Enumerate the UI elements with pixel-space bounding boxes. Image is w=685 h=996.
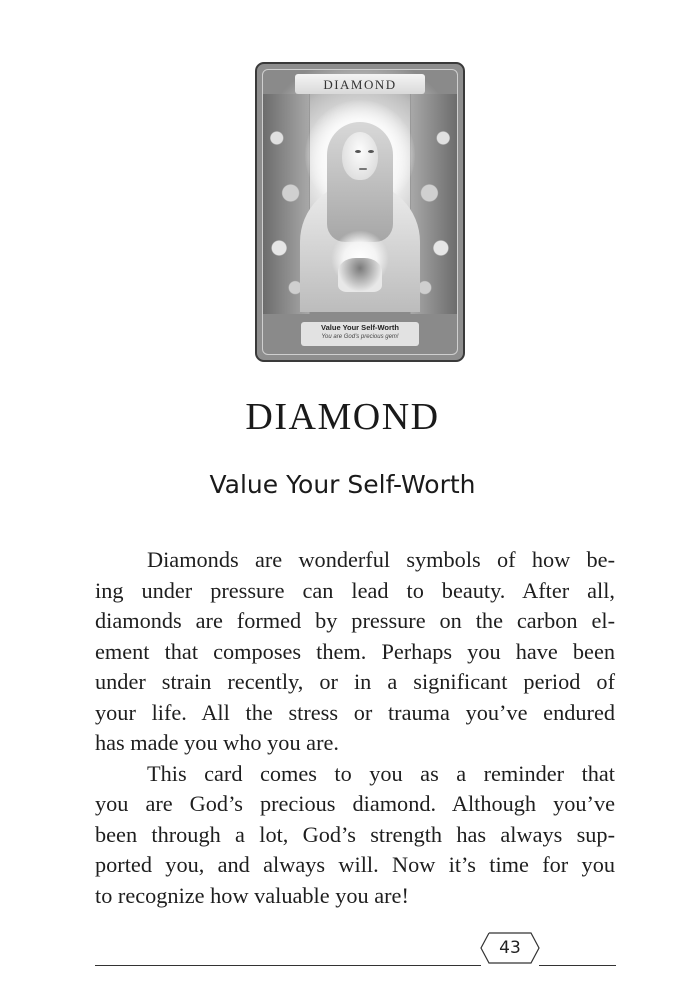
card-caption — [263, 323, 457, 342]
paragraph-2-line-1: This card comes to you as a reminder that — [147, 760, 615, 786]
paragraph-1-line-4: ement that composes them. Perhaps you have been — [95, 638, 615, 664]
footer-rule-left — [95, 965, 481, 966]
body-text — [95, 545, 615, 911]
footer-rule-right — [539, 965, 616, 966]
page-number: 43 — [499, 938, 521, 958]
card-figure-eye-left — [355, 150, 361, 153]
paragraph-2-line-5: to recognize how valuable you are! — [95, 882, 409, 908]
paragraph-1-line-2: ing under pressure can lead to beauty. After all, — [95, 577, 615, 603]
paragraph-1-line-1: Diamonds are wonderful symbols of how be- — [147, 547, 615, 572]
card-title: DIAMOND — [323, 77, 397, 92]
paragraph-2-line-2: you are God’s precious diamond. Although you’ve — [95, 791, 615, 816]
page-subtitle: Value Your Self-Worth — [209, 470, 476, 499]
card-figure-mouth — [359, 168, 367, 170]
card-title-band — [295, 74, 425, 94]
oracle-card-image — [255, 62, 465, 362]
card-artwork — [262, 69, 458, 355]
card-caption-subtitle: You are God's precious gem! — [321, 334, 399, 340]
page-number-badge — [479, 930, 541, 970]
paragraph-1-line-6: your life. All the stress or trauma you’ve endured — [95, 699, 615, 725]
page-title: DIAMOND — [245, 396, 440, 438]
paragraph-1-line-5: under strain recently, or in a significant period of — [95, 669, 615, 694]
card-figure-eye-right — [368, 150, 374, 153]
paragraph-2-line-4: ported you, and always will. Now it’s time for you — [95, 852, 615, 877]
paragraph-1-line-3: diamonds are formed by pressure on the carbon el- — [95, 608, 615, 633]
paragraph-1-line-7: has made you who you are. — [95, 730, 339, 755]
paragraph-2-line-3: been through a lot, God’s strength has always sup- — [95, 821, 615, 847]
card-figure-face — [342, 132, 378, 180]
card-figure-hands — [338, 258, 382, 292]
card-caption-title: Value Your Self-Worth — [321, 323, 399, 332]
